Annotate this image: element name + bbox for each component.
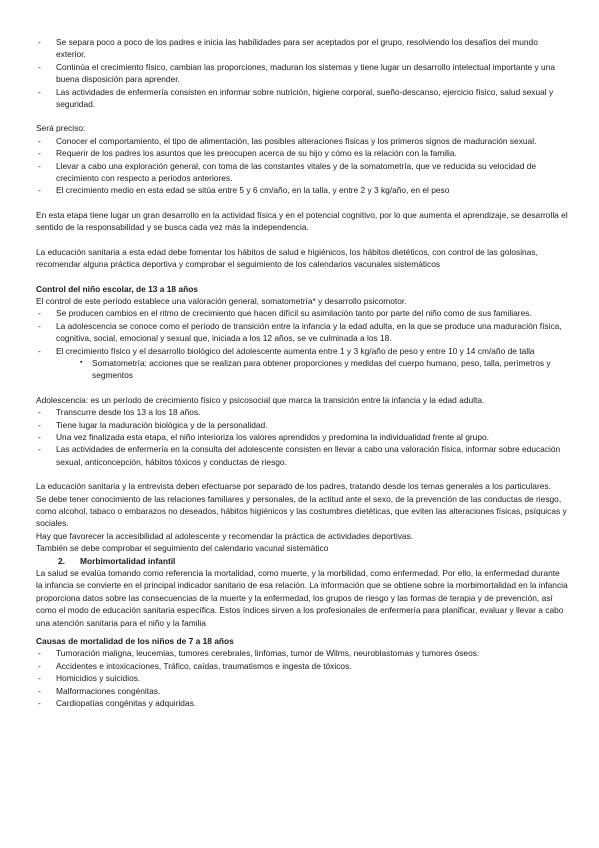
- paragraph: Se debe tener conocimiento de las relaciones familiares y personales, de la actitud ante el sexo, de la prevención de las conductas de riesgo, como alcohol, tabaco o embarazos no deseados, hábitos higiénicos y las costumbres dietéticas, que eviten las alteraciones físicas, psíquicas y sociales.: [36, 493, 567, 529]
- list-item: - Llevar a cabo una exploración general, con toma de las constantes vitales y de la somatometría, que ve reducida su velocidad de crecimiento con respecto a periodos anteriores.: [36, 160, 568, 185]
- list-item: - El crecimiento medio en esta edad se sitúa entre 5 y 6 cm/año, en la talla, y entre 2 y 3 kg/año, en el peso: [36, 184, 568, 196]
- list-item: - Se producen cambios en el ritmo de crecimiento que hacen difícil su asimilación tanto por parte del niño como de sus familiares.: [36, 307, 568, 319]
- sera-preciso-label: Será preciso:: [36, 123, 86, 134]
- list-item: - Continúa el crecimiento físico, cambian las proporciones, maduran los sistemas y tiene lugar un desarrollo intelectual importante y una buena disposición para aprender.: [36, 61, 568, 86]
- list-item: - La adolescencia se conoce como el período de transición entre la infancia y la edad adulta, en la que se produce una maduración física, cognitiva, social, emocional y sexual que, iniciada a los 12 años, se ve culminada a los 18.: [36, 320, 568, 345]
- list-item: - Se separa poco a poco de los padres e inicia las habilidades para ser aceptados por el grupo, resolviendo los desafíos del mundo exterior.: [36, 36, 568, 61]
- section-number: 2.: [58, 555, 65, 566]
- section-title: Morbimortalidad infantil: [80, 555, 176, 566]
- paragraph: La educación sanitaria a esta edad debe fomentar los hábitos de salud e higiénicos, los hábitos dietéticos, con control de las golosinas, recomendar alguna práctica deportiva y comprobar el seguimiento de los calendarios vacunales sistemáticos: [36, 246, 538, 270]
- paragraph-adolescencia: Adolescencia: es un período de crecimiento físico y psicosocial que marca la transición entre la infancia y la edad adulta.: [36, 394, 485, 405]
- list-item: - Accidentes e intoxicaciones, Tráfico, caídas, traumatismos e ingesta de tóxicos.: [36, 660, 568, 672]
- paragraph: El control de este período establece una valoración general, somatometría* y desarrollo psicomotor.: [36, 295, 407, 306]
- paragraph: La salud se evalúa tomando como referencia la mortalidad, como muerte, y la morbilidad, como enfermedad. Por ello, la enfermedad durante la infancia se convierte en el principal indicador sanitario de esa relación. La información que se obtiene sobre la morbimortalidad en la infancia proporciona datos sobre las consecuencias de la muerte y la enfermedad, los grupos de riesgo y las formas de terapia y de prevención, así como el modo de educación sanitaria específica. Estos índices sirven a los profesionales de enfermería para planificar, evaluar y llevar a cabo una atención sanitaria para el niño y la familia: [36, 568, 568, 628]
- list-causas: [36, 647, 568, 709]
- list-item: - Tiene lugar la maduración biológica y de la personalidad.: [36, 419, 568, 431]
- paragraph: En esta etapa tiene lugar un gran desarrollo en la actividad física y en el potencial cognitivo, por lo que aumenta el aprendizaje, se desarrolla el sentido de la responsabilidad y se busca cada vez más la independencia.: [36, 209, 568, 233]
- heading-causas: Causas de mortalidad de los niños de 7 a 18 años: [36, 636, 234, 647]
- sub-bullet-somatometria: ▪ Somatometría: acciones que se realizan para obtener proporciones y medidas del cuerpo humano, peso, talla, perímetros y segmentos: [36, 357, 568, 382]
- list-item: - Homicidios y suicidios.: [36, 672, 568, 684]
- list-item: - Tumoración maligna, leucemias, tumores cerebrales, linfomas, tumor de Wilms, neuroblastomas y tumores óseos.: [36, 647, 568, 659]
- list-control: [36, 307, 568, 381]
- document-page: [36, 36, 568, 710]
- list-item: - Requerir de los padres los asuntos que les preocupen acerca de su hijo y cómo es la relación con la familia.: [36, 147, 568, 159]
- list-sera-preciso: [36, 135, 568, 197]
- paragraph: También se debe comprobar el seguimiento del calendario vacunal sistemático: [36, 543, 329, 554]
- list-item: - Conocer el comportamiento, el tipo de alimentación, las posibles alteraciones físicas y los primeros signos de maduración sexual.: [36, 135, 568, 147]
- paragraph: Hay que favorecer la accesibilidad al adolescente y recomendar la práctica de actividades deportivas.: [36, 530, 414, 541]
- list-adolescencia: [36, 406, 568, 468]
- list-item: - Transcurre desde los 13 a los 18 años.: [36, 406, 568, 418]
- heading-control-escolar: Control del niño escolar, de 13 a 18 años: [36, 283, 198, 294]
- list-item: - Malformaciones congénitas.: [36, 685, 568, 697]
- list-item: - Las actividades de enfermería consisten en informar sobre nutrición, higiene corporal, sueño-descanso, ejercicio físico, salud sexual y seguridad.: [36, 86, 568, 111]
- list-crecimiento: [36, 36, 568, 110]
- list-item: - El crecimiento físico y el desarrollo biológico del adolescente aumenta entre 1 y 3 kg/año de peso y entre 10 y 14 cm/año de talla: [36, 345, 568, 357]
- list-item: - Las actividades de enfermería en la consulta del adolescente consisten en llevar a cabo una valoración física, informar sobre educación sexual, anticoncepción, hábitos tóxicos y conductas de riesgo.: [36, 443, 568, 468]
- section-heading: [36, 555, 568, 567]
- list-item: - Cardiopatías congénitas y adquiridas.: [36, 697, 568, 709]
- paragraph: La educación sanitaria y la entrevista deben efectuarse por separado de los padres, tratando desde los temas generales a los particulares.: [36, 481, 551, 492]
- list-item: - Una vez finalizada esta etapa, el niño interioriza los valores aprendidos y predomina la individualidad frente al grupo.: [36, 431, 568, 443]
